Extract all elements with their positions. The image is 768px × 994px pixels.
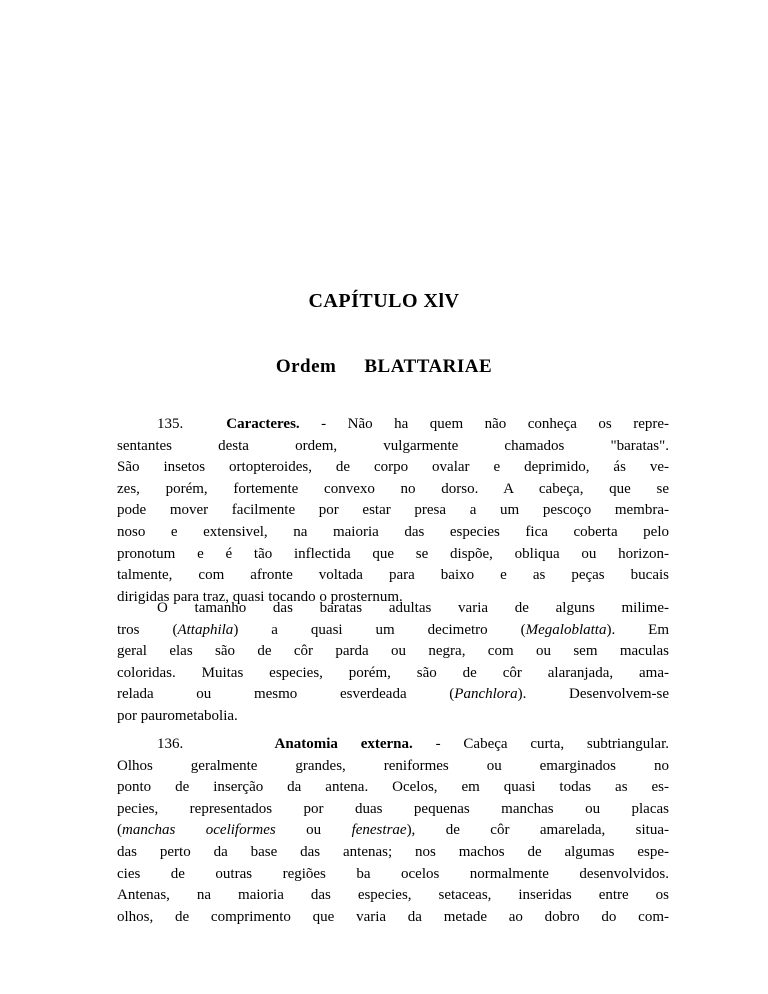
section-heading: Anatomia externa. [274, 736, 413, 752]
order-name: BLATTARIAE [364, 356, 493, 377]
order-label: Ordem [275, 356, 337, 377]
paragraph-136 [117, 734, 669, 928]
paragraph-line: talmente, com afronte voltada para baixo e as peças bucais [117, 567, 669, 584]
text-span: ( [117, 822, 122, 839]
section-heading: Caracteres. [226, 416, 300, 432]
text-span: ou [275, 822, 352, 839]
paragraph-line: por paurometabolia. [117, 707, 238, 724]
taxon-name: Megaloblatta [525, 621, 607, 638]
text-span: - Não ha quem não conheça os repre- [321, 416, 670, 432]
text-span: ). Em [606, 621, 669, 638]
paragraph-line: Antenas, na maioria das especies, setaceas, inseridas entre os [117, 887, 669, 904]
paragraph-line: ponto de inserção da antena. Ocelos, em quasi todas as es- [117, 779, 669, 796]
paragraph-line [117, 820, 669, 842]
paragraph-line: das perto da base das antenas; nos machos de algumas espe- [117, 843, 669, 860]
paragraph-line: Olhos geralmente grandes, reniformes ou emarginados no [117, 757, 669, 774]
paragraph-line: cies de outras regiões ba ocelos normalmente desenvolvidos. [117, 865, 669, 882]
term-italic: fenestrae [351, 822, 407, 839]
text-span: ), de côr amarelada, situa- [406, 822, 669, 839]
paragraph-line: coloridas. Muitas especies, porém, são de côr alaranjada, ama- [117, 664, 669, 681]
text-span: tros ( [117, 621, 178, 638]
text-span: relada ou mesmo esverdeada ( [117, 686, 455, 703]
paragraph-line: zes, porém, fortemente convexo no dorso. A cabeça, que se [117, 480, 669, 497]
paragraph-line: São insetos ortopteroides, de corpo ovalar e deprimido, ás ve- [117, 459, 669, 476]
paragraph-line: sentantes desta ordem, vulgarmente chamados "baratas". [117, 437, 669, 454]
paragraph-line: pode mover facilmente por estar presa a um pescoço membra- [117, 502, 669, 519]
section-number: 135. [157, 416, 184, 432]
paragraph-line: noso e extensivel, na maioria das especies fica coberta pelo [117, 523, 669, 540]
order-heading [0, 356, 768, 378]
paragraph-line [117, 598, 669, 620]
paragraph-line [117, 414, 669, 436]
paragraph-line: olhos, de comprimento que varia da metade ao dobro do com- [117, 908, 669, 925]
text-span: O tamanho das baratas adultas varia de alguns milime- [157, 600, 669, 616]
text-span: ). Desenvolvem-se [517, 686, 669, 703]
paragraph-135 [117, 414, 669, 608]
paragraph-line: pecies, representados por duas pequenas manchas ou placas [117, 800, 669, 817]
text-span: - Cabeça curta, subtriangular. [435, 736, 669, 752]
taxon-name: Panchlora [454, 686, 518, 703]
taxon-name: Attaphila [177, 621, 234, 638]
paragraph-line [117, 734, 669, 756]
text-span: ) a quasi um decimetro ( [233, 621, 526, 638]
paragraph-line: geral elas são de côr parda ou negra, com ou sem maculas [117, 643, 669, 660]
section-number: 136. [157, 736, 184, 752]
chapter-title: CAPÍTULO XlV [308, 290, 460, 312]
paragraph-line: pronotum e é tão inflectida que se dispõe, obliqua ou horizon- [117, 545, 669, 562]
paragraph-line [117, 684, 669, 706]
paragraph-line [117, 620, 669, 642]
term-italic: manchas oceliformes [122, 822, 276, 839]
paragraph-line: dirigidas para traz, quasi tocando o prosternum. [117, 588, 403, 605]
paragraph-size [117, 598, 669, 728]
